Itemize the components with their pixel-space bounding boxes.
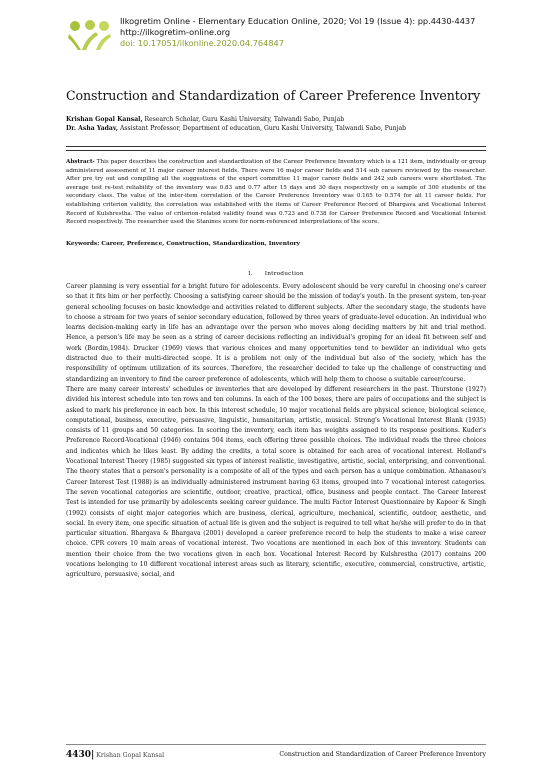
page-footer [66,749,486,761]
author-name: Krishan Gopal Kansal, [66,116,143,123]
author-line [66,124,496,133]
author-affiliation: Research Scholar, Guru Kashi University, Talwandi Sabo, Punjab [142,116,345,123]
abstract-label: Abstract- [66,159,95,165]
paragraph: There are many career interests' schedules or inventories that are developed by different researchers in the past. Thurstone (1927) divided his interest schedule into ten rows and ten columns. In each of the 100 boxes, there are pairs of occupations and the subject is asked to mark his preference in each box. In this interest schedule, 10 major vocational fields are physical science, biological science, computational, business, executive, persuasive, linguistic, humanitarian, artistic, musical. Strong's Vocational Interest Blank (1935) consists of 11 groups and 50 categories. In scoring the inventory, each item has weights assigned to its response positions. Kuder's Preference Record-Vocational (1946) contains 504 items, each offering three possible choices. The individual reads the three choices and indicates which he likes least. By adding the credits, a total score is obtained for each area of vocational interest. Holland's Vocational Interest Theory (1985) suggested six types of interest realistic, investigative, artistic, social, enterprising, and conventional. The theory states that a person's personality is a composite of all of the types and each person has a unique combination. Athanasou's Career Interest Test (1988) is an individually administered instrument having 63 items, grouped into 7 vocational interest categories. The seven vocational categories are scientific, outdoor, creative, practical, office, business and people contact. The Career Interest Test is intended for use primarily by adolescents seeking career guidance. The multi Factor Interest Questionnaire by Kapoor & Singh (1992) consists of eight major categories which are business, clerical, agriculture, mechanical, scientific, outdoor, aesthetic, and social. In every item, one specific situation of actual life is given and the subject is required to tell what he/she will prefer to do in that particular situation. Bhargava & Bhargava (2001) developed a career preference record to help the students to make a wise career choice. CPR covers 10 main areas of vocational interest. Two vocations are mentioned in each box of this inventory. Students can mention their choice from the two vocations given in each box. Vocational Interest Record by Kulshrestha (2017) contains 200 vocations belonging to 10 different vocational interest areas such as literary, scientific, executive, commercial, constructive, artistic, agriculture, persuasive, social, and [66,385,486,579]
section-heading: I. Introduction [248,271,304,277]
author-line [66,115,496,124]
author-list [66,115,496,133]
body-text [66,282,486,581]
divider [66,146,486,147]
author-name: Dr. Asha Yadav, [66,125,119,132]
abstract-text: This paper describes the construction and standardization of the Career Preference Inventory which is a 121 item, individually or group administered assessment of 11 major career interest fields. There were 16 major career fields and 514 sub careers reviewed by the researcher. After pre try out and compiling all the suggestions of the expert committee 11 major career fields and 242 sub careers were shortlisted. The average test re-test reliability of the inventory was 0.83 and 0.77 after 15 days and 30 days respectively on a sample of 300 students of the secondary class. The value of the inter-item correlation of the Career Preference Inventory was 0.165 to 0.574 for all 11 career fields. For establishing criterion validity, the correlation was established with the items of Career Preference Record of Bhargava and Vocational Interest Record of Kulshrestha. The value of criterion-related validity found was 0.723 and 0.738 for Career Preference Record and Vocational Interest Record respectively. The researcher used the Stanines score for norm-referenced interpretations of the score. [66,159,486,226]
doi-link[interactable]: doi: 10.17051/ilkonline.2020.04.764847 [120,38,284,48]
journal-logo-icon [66,16,112,52]
author-affiliation: Assistant Professor, Department of education, Guru Kashi University, Talwandi Sabo, Punjab [118,125,407,132]
page-number: 4430| [66,750,95,760]
footer-divider [66,744,486,745]
footer-author: Krishan Gopal Kansal [96,752,165,759]
journal-header [66,16,506,66]
abstract [66,158,486,227]
journal-citation: Ilkogretim Online - Elementary Education Online, 2020; Vol 19 (Issue 4): pp.4430-4437 [120,16,476,26]
divider [66,150,486,151]
paper-title: Construction and Standardization of Career Preference Inventory [66,88,481,103]
keywords: Keywords: Career, Preference, Construction, Standardization, Inventory [66,241,300,247]
running-title: Construction and Standardization of Career Preference Inventory [279,751,486,758]
journal-url[interactable]: http://ilkogretim-online.org [120,27,231,37]
paragraph: Career planning is very essential for a bright future for adolescents. Every adolescent should be very careful in choosing one's career so that it fits him or her perfectly. Choosing a satisfying career should be the mission of today's youth. In the present system, ten-year general schooling focuses on basic knowledge and activities related to different subjects. After the secondary stage, the students have to choose a stream for two years of senior secondary education, followed by three years of graduate-level education. An individual who learns decision-making early in life has an advantage over the person who moves along deciding matters by hit and trial method. Hence, a person's life may be seen as a string of career decisions reflecting an individual's groping for an ideal fit between self and work (Bordin,1984). Drucker (1969) views that various choices and many opportunities tend to bewilder an individual who gets distracted due to their multi-directed scope. It is a problem not only of the individual but also of the society, which has the responsibility of optimum utilization of its sources. Therefore, the researcher decided to take up the challenge of constructing and standardizing an inventory to find the career preference of adolescents, which will help them to choose a suitable career/course. [66,283,486,383]
